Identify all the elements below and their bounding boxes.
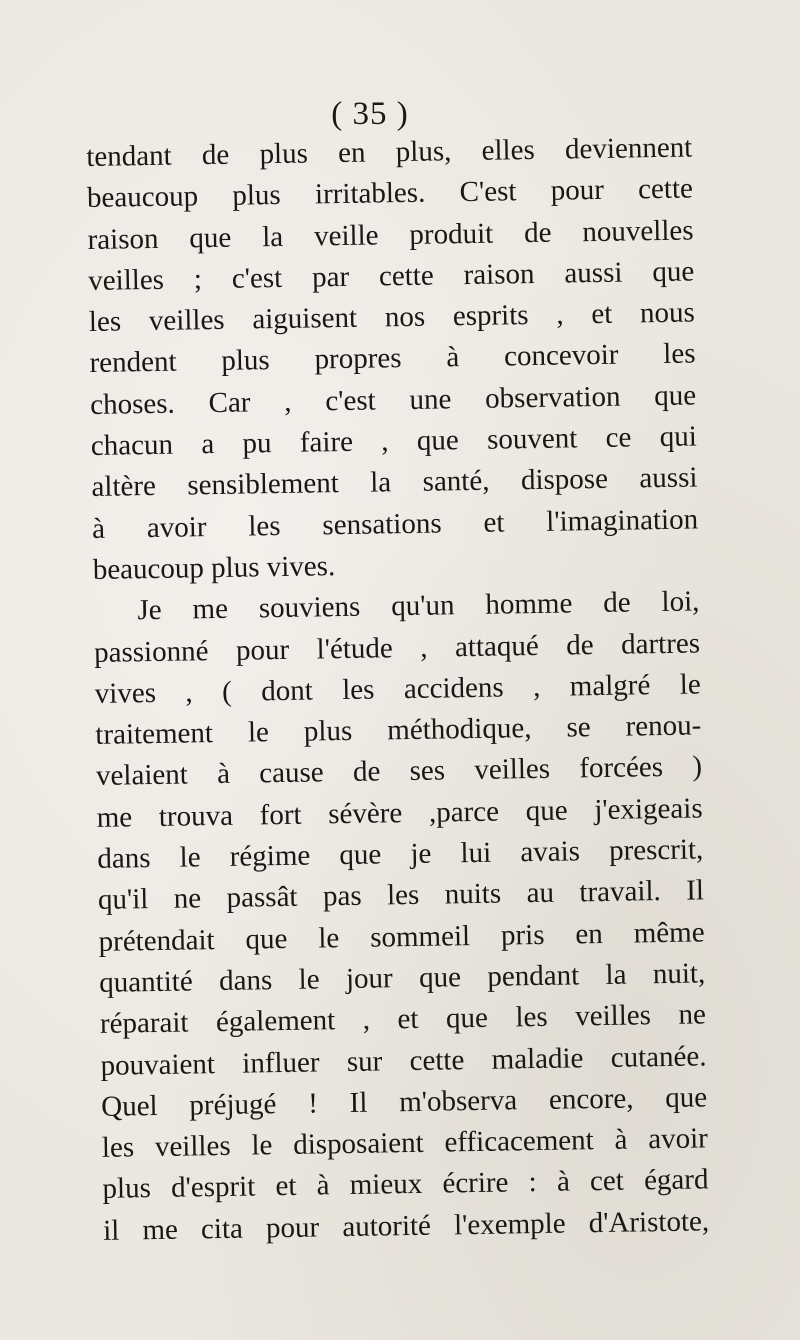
text-line: dans le régime que je lui avais prescrit, [97, 833, 704, 875]
text-line: chacun a pu faire , que souvent ce qui [90, 420, 698, 463]
text-line: les veilles aiguisent nos esprits , et nous [88, 296, 696, 339]
text-line: Je me souviens qu'un homme de loi, [137, 585, 700, 627]
text-line: beaucoup plus irritables. C'est pour cette [86, 172, 694, 215]
text-line: altère sensiblement la santé, dispose aussi [91, 461, 698, 504]
text-line: rendent plus propres à concevoir les [89, 337, 696, 380]
text-line: Quel préjugé ! Il m'observa encore, que [100, 1081, 708, 1123]
text-line: pouvaient influer sur cette maladie cutanée. [100, 1039, 707, 1082]
text-line: traitement le plus méthodique, se renou- [95, 709, 702, 752]
text-line: qu'il ne passât pas les nuits au travail. Il [97, 874, 705, 917]
text-line: passionné pour l'étude , attaqué de dartres [93, 626, 701, 669]
text-line: prétendait que le sommeil pris en même [98, 916, 705, 958]
text-line: les veilles le disposaient efficacement à avoir [101, 1122, 709, 1164]
text-line: à avoir les sensations et l'imagination [91, 503, 699, 545]
body-text [86, 127, 709, 1251]
text-line: réparait également , et que les veilles ne [99, 998, 707, 1041]
text-line: veilles ; c'est par cette raison aussi que [88, 255, 695, 297]
text-line: raison que la veille produit de nouvelles [87, 214, 694, 256]
text-line: plus d'esprit et à mieux écrire : à cet égard [102, 1163, 709, 1206]
text-line: tendant de plus en plus, elles deviennent [86, 131, 693, 173]
page-number: ( 35 ) [331, 96, 409, 132]
text-line: choses. Car , c'est une observation que [89, 379, 697, 421]
text-line: quantité dans le jour que pendant la nuit, [99, 957, 706, 999]
text-line: vives , ( dont les accidens , malgré le [94, 668, 701, 710]
text-line: il me cita pour autorité l'exemple d'Aristote, [102, 1205, 710, 1247]
text-line: beaucoup plus vives. [92, 550, 336, 586]
text-line: velaient à cause de ses veilles forcées ) [95, 750, 703, 793]
text-line: me trouva fort sévère ,parce que j'exigeais [96, 792, 703, 834]
